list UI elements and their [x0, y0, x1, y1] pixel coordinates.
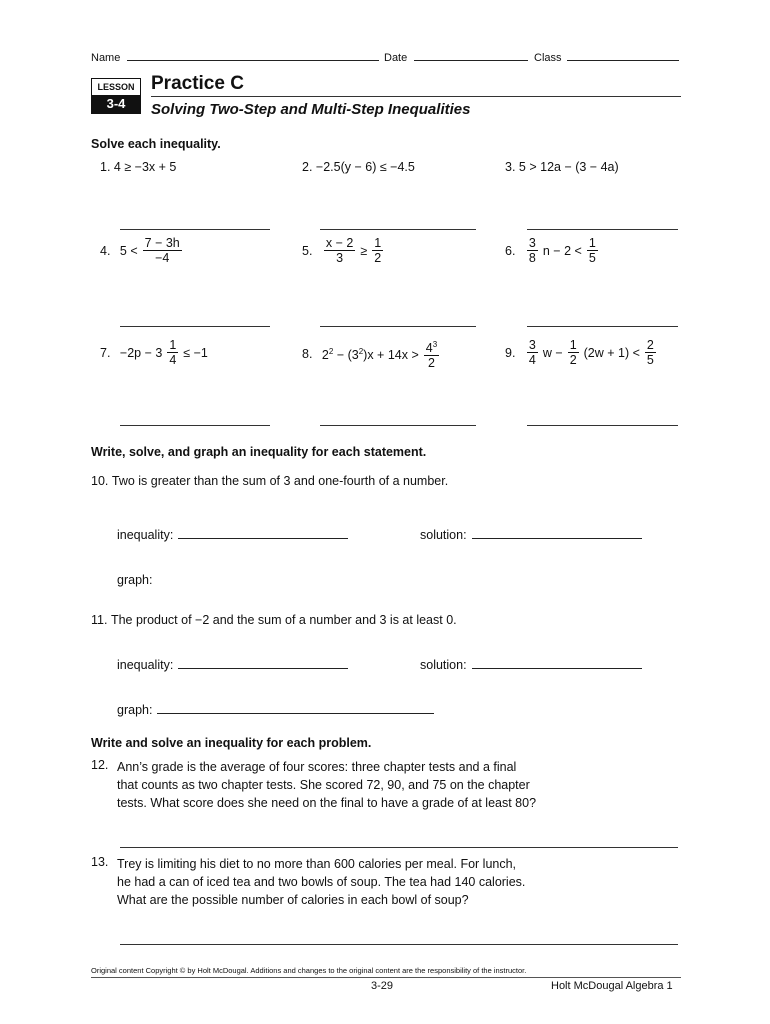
solution-field-10[interactable]: solution: — [420, 528, 642, 542]
page-subtitle: Solving Two-Step and Multi-Step Inequalities — [151, 101, 471, 118]
problem-12-text: Ann’s grade is the average of four scores: three chapter tests and a final that counts as two chapter tests. She scored 72, 90, and 75 on the chapter tests. What score does she need on the final to have a grade of at least 80? — [117, 760, 537, 810]
answer-line-6[interactable] — [527, 326, 678, 327]
class-field[interactable] — [534, 50, 679, 64]
book-title: Holt McDougal Algebra 1 — [551, 980, 673, 992]
answer-line-3[interactable] — [527, 229, 678, 230]
problem-1: 1. 4 ≥ −3x + 5 — [100, 160, 177, 174]
problem-13-number: 13. — [91, 855, 109, 869]
solution-field-11[interactable]: solution: — [420, 658, 642, 672]
section1-heading: Solve each inequality. — [91, 137, 221, 151]
section3-heading: Write and solve an inequality for each problem. — [91, 736, 372, 750]
name-label: Name — [91, 52, 121, 64]
problem-13-text: Trey is limiting his diet to no more than 600 calories per meal. For lunch, he had a can of iced tea and two bowls of soup. The tea had 140 calories. What are the possible number of calories in each bowl of soup? — [117, 857, 526, 907]
inequality-field-10[interactable]: inequality: — [117, 528, 348, 542]
answer-line-12[interactable] — [120, 847, 678, 848]
problem-5: 5. $\frac{x - 2}{3}$ ≥ $\frac{1}{2}$ — [302, 236, 382, 265]
answer-line-9[interactable] — [527, 425, 678, 426]
name-field[interactable] — [91, 50, 379, 64]
page-title: Practice C — [151, 73, 244, 94]
problem-12-number: 12. — [91, 758, 109, 772]
answer-line-4[interactable] — [120, 326, 270, 327]
graph-field-10[interactable]: graph: — [117, 573, 153, 587]
date-field[interactable] — [384, 50, 528, 64]
answer-line-5[interactable] — [320, 326, 476, 327]
lesson-badge — [91, 78, 141, 114]
answer-line-1[interactable] — [120, 229, 270, 230]
problem-9: 9. $\frac{3}{4}$ w − $\frac{1}{2}$ (2w + 1) < $\frac{2}{5}$ — [505, 338, 654, 367]
answer-line-7[interactable] — [120, 425, 270, 426]
class-label: Class — [534, 52, 562, 64]
inequality-field-11[interactable]: inequality: — [117, 658, 348, 672]
problem-10: 10. Two is greater than the sum of 3 and one-fourth of a number. — [91, 474, 449, 488]
problem-6: 6. $\frac{3}{8}$ n − 2 < $\frac{1}{5}$ — [505, 236, 596, 265]
lesson-number: 3-4 — [92, 95, 140, 113]
graph-field-11[interactable]: graph: — [117, 703, 434, 717]
problem-3: 3. 5 > 12a − (3 − 4a) — [505, 160, 619, 174]
copyright-notice: Original content Copyright © by Holt McDougal. Additions and changes to the original content are the responsibility of the instructor. — [91, 966, 527, 975]
problem-2: 2. −2.5(y − 6) ≤ −4.5 — [302, 160, 415, 174]
footer-divider — [91, 977, 681, 978]
problem-7: 7. −2p − 3 $\frac{1}{4}$ ≤ −1 — [100, 338, 208, 367]
answer-line-13[interactable] — [120, 944, 678, 945]
problem-4: 4. 5 < $\frac{7 - 3h}{-4}$ — [100, 236, 180, 265]
date-label: Date — [384, 52, 408, 64]
lesson-label: LESSON — [92, 79, 140, 95]
problem-11: 11. The product of −2 and the sum of a number and 3 is at least 0. — [91, 613, 457, 627]
answer-line-2[interactable] — [320, 229, 476, 230]
page-number: 3-29 — [371, 980, 394, 992]
problem-8: 8. $2^2 - (3^2)x + 14x$ > $\frac{4^3}{2}$ — [302, 340, 438, 371]
answer-line-8[interactable] — [320, 425, 476, 426]
title-divider — [151, 96, 681, 97]
section2-heading: Write, solve, and graph an inequality for each statement. — [91, 445, 427, 459]
